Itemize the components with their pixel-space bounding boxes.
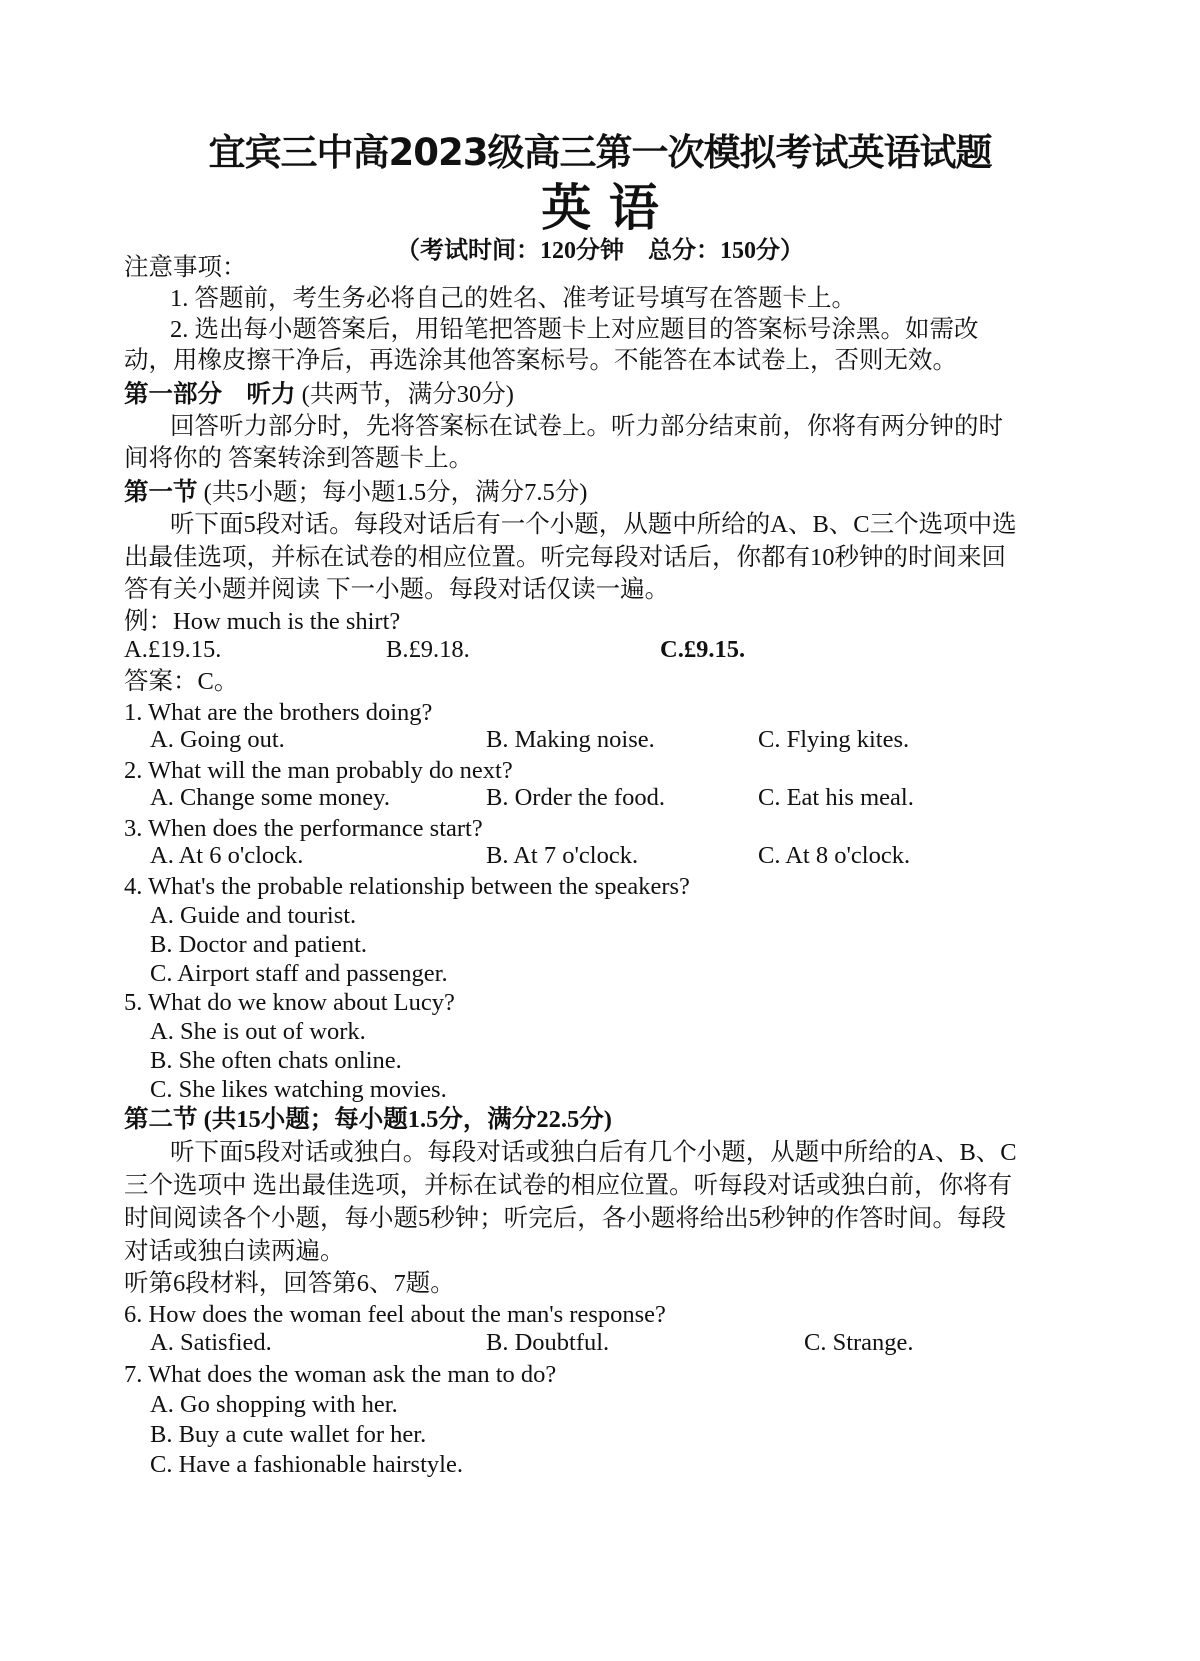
section2-instruction: 时间阅读各个小题，每小题5秒钟；听完后，各小题将给出5秒钟的作答时间。每段 <box>124 1205 1006 1232</box>
section2-instruction: 三个选项中 选出最佳选项，并标在试卷的相应位置。听每段对话或独白前，你将有 <box>124 1172 1013 1199</box>
option-c: C. She likes watching movies. <box>150 1076 447 1103</box>
question-7: 7. What does the woman ask the man to do? <box>124 1361 557 1388</box>
option-c: C. At 8 o'clock. <box>758 842 911 869</box>
section1-instruction: 听下面5段对话。每段对话后有一个小题，从题中所给的A、B、C三个选项中选 <box>170 511 1017 538</box>
notice-item: 动，用橡皮擦干净后，再选涂其他答案标号。不能答在本试卷上，否则无效。 <box>124 347 957 374</box>
question-6: 6. How does the woman feel about the man's response? <box>124 1301 666 1328</box>
section1-heading-bold: 第一节 <box>124 479 198 506</box>
options-6 <box>150 1329 1050 1359</box>
part1-instruction: 回答听力部分时，先将答案标在试卷上。听力部分结束前，你将有两分钟的时 <box>170 413 1003 440</box>
example-option-b: B.£9.18. <box>386 636 470 663</box>
section1-heading <box>124 477 587 508</box>
option-a: A. Change some money. <box>150 784 390 811</box>
notice-item: 2. 选出每小题答案后，用铅笔把答题卡上对应题目的答案标号涂黑。如需改 <box>170 316 979 343</box>
question-5: 5. What do we know about Lucy? <box>124 989 455 1016</box>
option-a: A. Go shopping with her. <box>150 1391 398 1418</box>
exam-info: （考试时间：120分钟 总分：150分） <box>396 238 804 264</box>
option-a: A. Going out. <box>150 726 285 753</box>
option-a: A. Guide and tourist. <box>150 902 357 929</box>
part1-instruction: 间将你的 答案转涂到答题卡上。 <box>124 445 474 472</box>
section2-heading: 第二节 (共15小题；每小题1.5分，满分22.5分) <box>124 1106 612 1133</box>
option-c: C. Eat his meal. <box>758 784 914 811</box>
part1-heading-bold: 第一部分 听力 <box>124 381 296 408</box>
option-b: B. Order the food. <box>486 784 665 811</box>
option-a: A. At 6 o'clock. <box>150 842 304 869</box>
question-1: 1. What are the brothers doing? <box>124 699 433 726</box>
option-c: C. Flying kites. <box>758 726 910 753</box>
example-option-a: A.£19.15. <box>124 636 222 663</box>
option-c: C. Airport staff and passenger. <box>150 960 448 987</box>
option-c: C. Have a fashionable hairstyle. <box>150 1451 463 1478</box>
example-answer: 答案：C。 <box>124 668 239 695</box>
example-option-c: C.£9.15. <box>660 636 746 663</box>
section2-instruction: 对话或独白读两遍。 <box>124 1238 345 1265</box>
options-1 <box>150 726 1050 756</box>
question-4: 4. What's the probable relationship between the speakers? <box>124 873 690 900</box>
part1-heading-rest: (共两节，满分30分) <box>295 381 514 408</box>
section1-heading-rest: (共5小题；每小题1.5分，满分7.5分) <box>197 479 588 506</box>
option-a: A. Satisfied. <box>150 1329 272 1356</box>
section1-instruction: 出最佳选项，并标在试卷的相应位置。听完每段对话后，你都有10秒钟的时间来回 <box>124 544 1006 571</box>
option-b: B. At 7 o'clock. <box>486 842 639 869</box>
options-3 <box>150 842 1050 872</box>
option-b: B. Making noise. <box>486 726 655 753</box>
part1-heading <box>124 379 514 410</box>
subject-title: 英 语 <box>541 179 659 237</box>
question-2: 2. What will the man probably do next? <box>124 757 513 784</box>
section2-instruction: 听下面5段对话或独白。每段对话或独白后有几个小题，从题中所给的A、B、C <box>170 1139 1017 1166</box>
example-question: 例：How much is the shirt? <box>124 608 401 635</box>
notice-item: 1. 答题前，考生务必将自己的姓名、准考证号填写在答题卡上。 <box>170 285 856 312</box>
option-b: B. Doctor and patient. <box>150 931 368 958</box>
material-6-note: 听第6段材料，回答第6、7题。 <box>124 1270 455 1297</box>
example-options <box>124 636 924 666</box>
section1-instruction: 答有关小题并阅读 下一小题。每段对话仅读一遍。 <box>124 576 670 603</box>
options-2 <box>150 784 1050 814</box>
notice-heading: 注意事项： <box>124 254 247 281</box>
option-b: B. Buy a cute wallet for her. <box>150 1421 427 1448</box>
option-a: A. She is out of work. <box>150 1018 366 1045</box>
option-b: B. Doubtful. <box>486 1329 610 1356</box>
exam-title: 宜宾三中高2023级高三第一次模拟考试英语试题 <box>208 131 992 174</box>
option-b: B. She often chats online. <box>150 1047 402 1074</box>
question-3: 3. When does the performance start? <box>124 815 483 842</box>
option-c: C. Strange. <box>804 1329 914 1356</box>
